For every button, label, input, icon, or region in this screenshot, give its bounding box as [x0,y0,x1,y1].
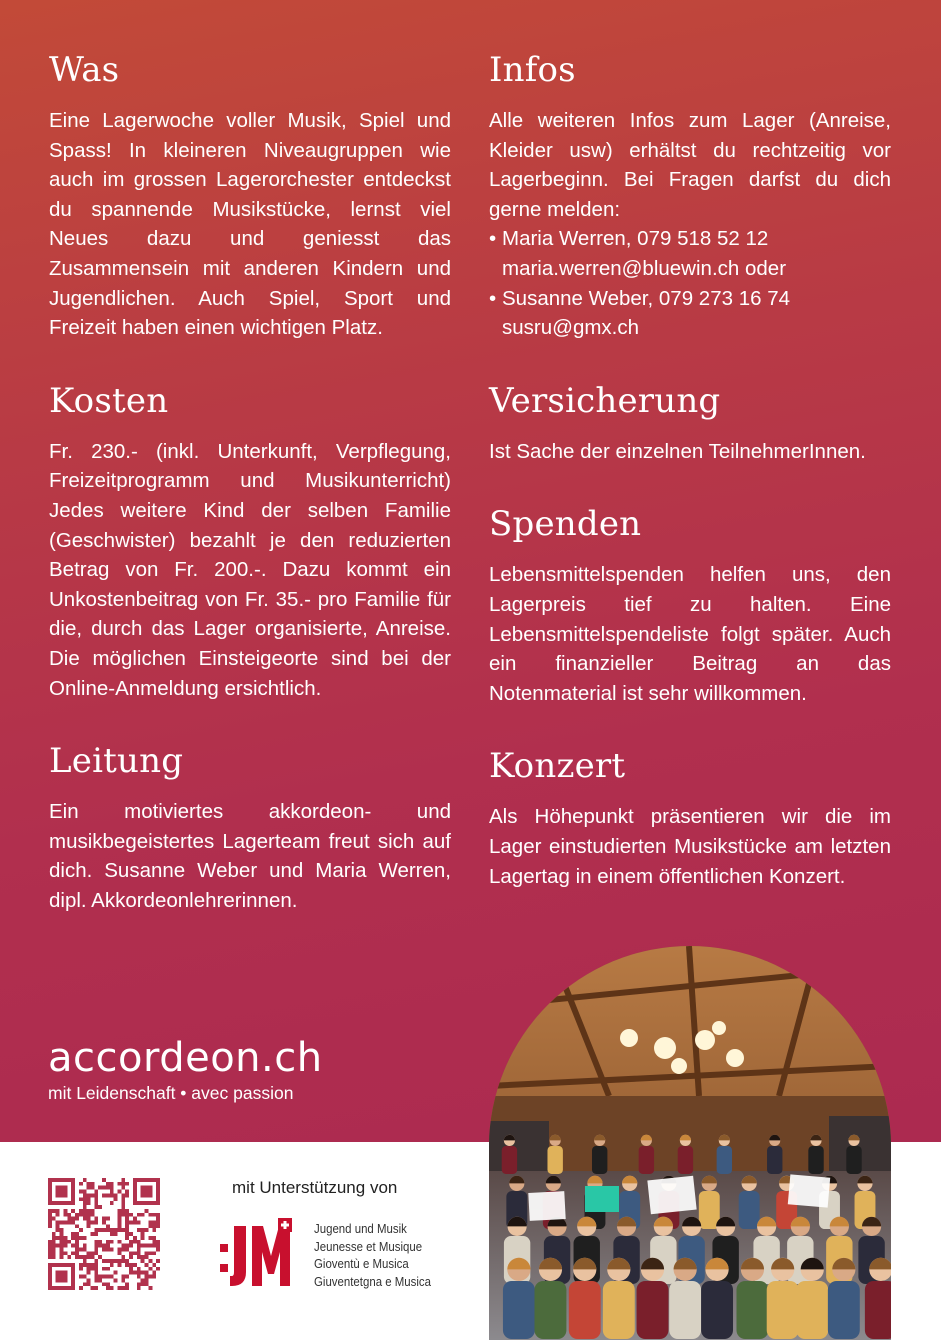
brand-block [48,1036,323,1104]
right-column [489,48,891,927]
text-kosten: Fr. 230.- (inkl. Unterkunft, Verpflegung, Freizeitprogramm und Musikunterricht) Jedes weitere Kind der selben Familie (Geschwister) bezahlt je den reduzierten Betrag von Fr. 200.-. Dazu kommt ein Unkostenbeitrag von Fr. 35.- pro Familie für die, durch das Lager organisierte, Anreise. Die möglichen Einsteigeorte sind bei der Online-Anmeldung ersichtlich. [49,439,451,700]
heading-konzert: Konzert [489,746,626,787]
qr-code-icon[interactable] [48,1178,160,1290]
text-was: Eine Lagerwoche voller Musik, Spiel und Spass! In kleineren Niveaugruppen wie auch im grossen Lagerorchester entdeckst du spannende Musikstücke, lernst viel Neues dazu und geniesst das Zusammensein mit anderen Kindern und Jugendlichen. Auch Spiel, Sport und Freizeit haben einen wichtigen Platz. [49,109,451,340]
heading-infos: Infos [489,50,576,90]
section-leitung [49,739,451,915]
orchestra-photo [489,946,891,1340]
heading-was: Was [49,50,120,90]
jm-line-de: Jugend und Musik [314,1221,407,1236]
contact-name-phone: • Maria Werren, 079 518 52 12 [502,227,769,251]
text-spenden: Lebensmittelspenden helfen uns, den Lagerpreis tief zu halten. Eine Lebensmittelspendeliste folgt später. Auch ein finanzieller Beitrag an das Notenmaterial ist sehr willkommen. [489,563,891,705]
section-versicherung [489,379,891,467]
heading-versicherung: Versicherung [489,380,721,421]
heading-spenden: Spenden [489,504,642,545]
left-column [49,48,451,951]
contact-email[interactable]: susru@gmx.ch [502,316,640,340]
jm-line-fr: Jeunesse et Musique [314,1238,423,1254]
section-konzert [489,744,891,891]
orchestra-photo-illustration [489,946,891,1340]
jugend-und-musik-logo [220,1218,310,1290]
brand-tagline: mit Leidenschaft • avec passion [48,1083,294,1103]
text-konzert: Als Höhepunkt präsentieren wir die im Lager einstudierten Musikstücke am letzten Lagertag in einem öffentlichen Konzert. [489,805,891,888]
section-was [49,48,451,343]
contact-item [489,284,891,343]
heading-kosten: Kosten [49,380,169,421]
contact-list [489,224,891,342]
section-infos [489,48,891,343]
section-spenden [489,502,891,708]
text-versicherung: Ist Sache der einzelnen TeilnehmerInnen. [489,439,866,463]
section-kosten [49,379,451,703]
text-infos: Alle weiteren Infos zum Lager (Anreise, Kleider usw) erhältst du rechtzeitig vor Lagerbeginn. Bei Fragen darfst du dich gerne melden: [489,109,891,221]
text-leitung: Ein motiviertes akkordeon- und musikbegeistertes Lagerteam freut sich auf dich. Susanne Weber und Maria Werren, dipl. Akkordeonlehrerinnen. [49,800,451,912]
accordeon-logo[interactable]: accordeon.ch [48,1035,323,1081]
jm-org-names [314,1220,431,1290]
heading-leitung: Leitung [49,741,184,782]
jm-line-it: Gioventù e Musica [314,1256,409,1271]
support-label: mit Unterstützung von [232,1178,398,1197]
contact-item [489,224,891,283]
contact-name-phone: • Susanne Weber, 079 273 16 74 [502,286,790,310]
contact-email[interactable]: maria.werren@bluewin.ch oder [502,256,787,280]
jm-line-rm: Giuventetgna e Musica [314,1273,432,1289]
